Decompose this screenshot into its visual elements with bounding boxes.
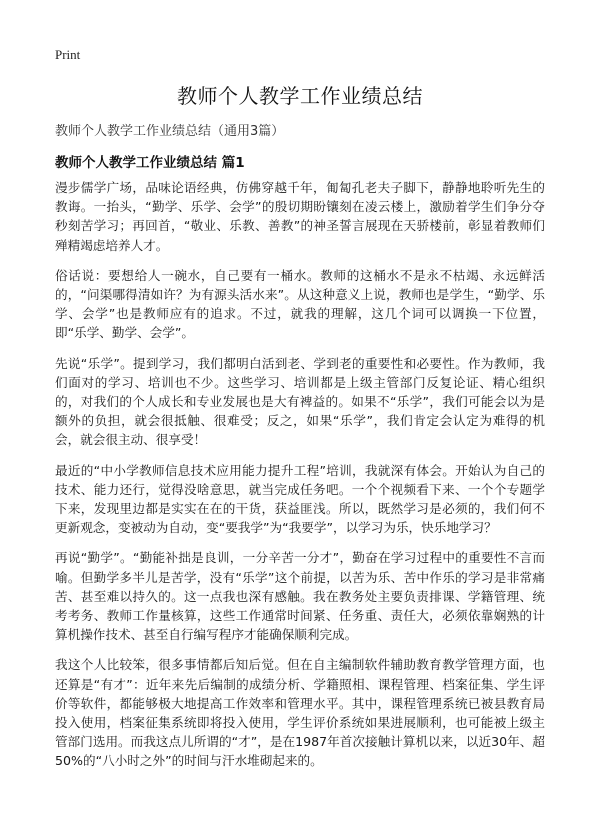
paragraph: 最近的“中小学教师信息技术应用能力提升工程”培训，我就深有体会。开始认为自己的技术、能力还行，觉得没啥意思，就当完成任务吧。一个个视频看下来、一个个专题学下来，发现里边都是实实在在的干货，获益匪浅。所以，既然学习是必须的，我们何不更新观念，变被动为自动，变“要我学”为“我要学”，以学习为乐，快乐地学习？ (55, 462, 545, 536)
document-body (55, 178, 545, 782)
paragraph: 俗话说：要想给人一碗水，自己要有一桶水。教师的这桶水不是永不枯竭、永远鲜活的，“问渠哪得清如许？为有源头活水来”。从这种意义上说，教师也是学生，“勤学、乐学、会学”也是教师应有的追求。不过，就我的理解，这几个词可以调换一下位置，即“乐学、勤学、会学”。 (55, 267, 545, 341)
paragraph: 先说“乐学”。提到学习，我们都明白活到老、学到老的重要性和必要性。作为教师，我们面对的学习、培训也不少。这些学习、培训都是上级主管部门反复论证、精心组织的，对我们的个人成长和专业发展也是大有裨益的。如果不“乐学”，我们可能会以为是额外的负担，就会很抵触、很难受；反之，如果“乐学”，我们肯定会认定为难得的机会，就会很主动、很享受！ (55, 355, 545, 448)
print-label: Print (55, 47, 81, 62)
document-title: 教师个人教学工作业绩总结 (177, 84, 423, 108)
section-heading: 教师个人教学工作业绩总结 篇1 (55, 155, 245, 171)
paragraph: 漫步儒学广场，品味论语经典，仿佛穿越千年，匍匐孔老夫子脚下，静静地聆听先生的教诲。一抬头，“勤学、乐学、会学”的殷切期盼镶刻在凌云楼上，激励着学生们争分夺秒刻苦学习；再回首，“敬业、乐教、善教”的神圣誓言展现在天骄楼前，彰显着教师们殚精竭虑培养人才。 (55, 180, 545, 253)
document-subtitle: 教师个人教学工作业绩总结（通用3篇） (55, 124, 285, 139)
paragraph: 再说“勤学”。“勤能补拙是良训，一分辛苦一分才”，勤奋在学习过程中的重要性不言而喻。但勤学多半儿是苦学，没有“乐学”这个前提，以苦为乐、苦中作乐的学习是非常痛苦、甚至难以持久的。这一点我也深有感触。我在教务处主要负责排课、学籍管理、统考考务、教师工作量核算，这些工作通常时间紧、任务重、责任大，必须依靠娴熟的计算机操作技术、甚至自行编写程序才能确保顺利完成。 (55, 550, 545, 643)
paragraph: 我这个人比较笨，很多事情都后知后觉。但在自主编制软件辅助教育教学管理方面，也还算是“有才”：近年来先后编制的成绩分析、学籍照相、课程管理、档案征集、学生评价等软件，都能够极大地提高工作效率和管理水平。其中，课程管理系统已被县教育局投入使用，档案征集系统即将投入使用，学生评价系统如果进展顺利，也可能被上级主管部门选用。而我这点儿所谓的“才”，是在1987年首次接触计算机以来，以近30年、超50%的“八小时之外”的时间与汗水堆砌起来的。 (55, 657, 545, 769)
